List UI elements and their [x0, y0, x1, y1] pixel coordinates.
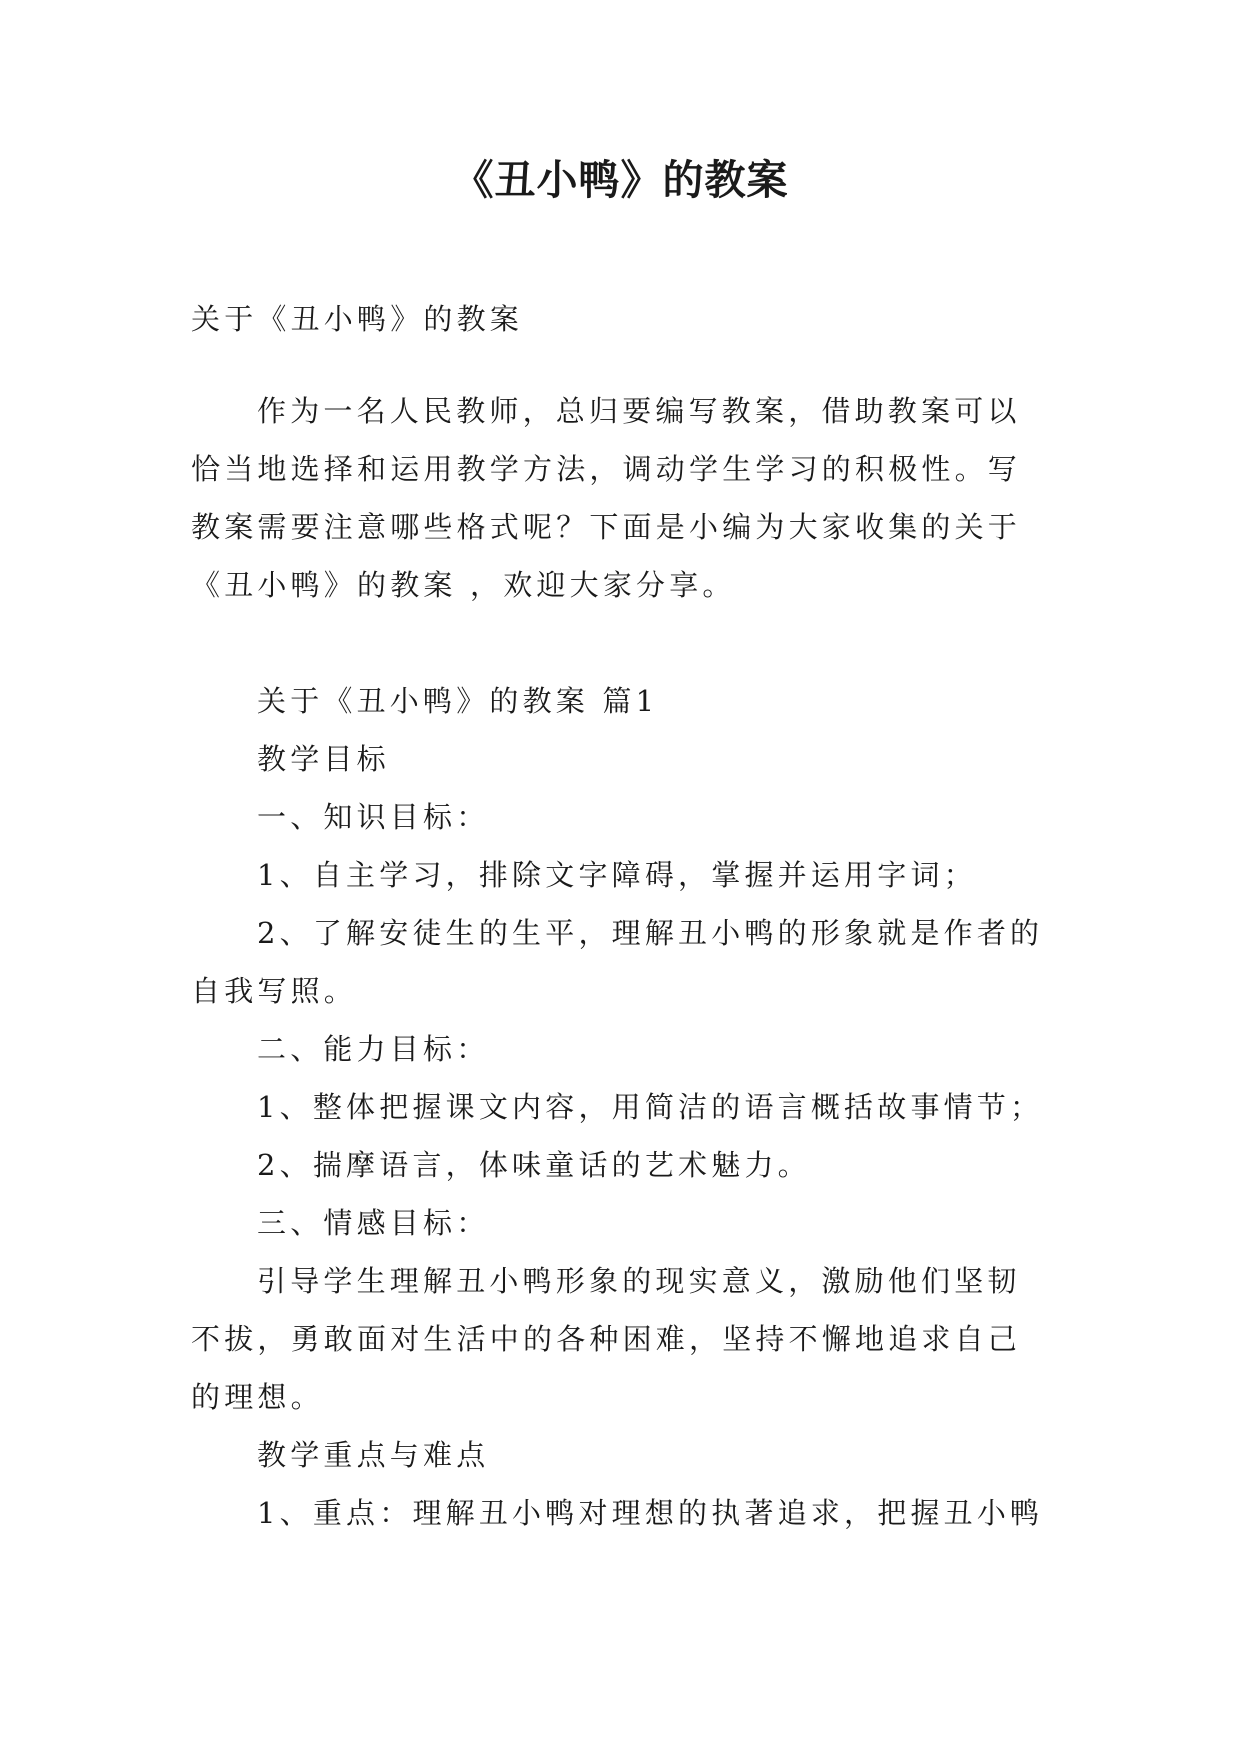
paragraph: 引导学生理解丑小鸭形象的现实意义，激励他们坚韧不拔，勇敢面对生活中的各种困难，坚持不懈地追求自己的理想。 [191, 1264, 1022, 1414]
paragraph: 一、知识目标： [257, 800, 490, 834]
paragraph: 2、了解安徒生的生平，理解丑小鸭的形象就是作者的自我写照。 [191, 916, 1044, 1008]
paragraph: 教学目标 [257, 742, 390, 776]
document-body [191, 290, 1051, 1542]
intro-paragraph: 作为一名人民教师，总归要编写教案，借助教案可以恰当地选择和运用教学方法，调动学生学习的积极性。写教案需要注意哪些格式呢？下面是小编为大家收集的关于《丑小鸭》的教案 ，欢迎大家分享。 [191, 394, 1022, 602]
paragraph: 1、整体把握课文内容，用简洁的语言概括故事情节； [257, 1090, 1044, 1124]
paragraph: 1、重点：理解丑小鸭对理想的执著追求，把握丑小鸭 [257, 1496, 1044, 1530]
paragraph: 教学重点与难点 [257, 1438, 490, 1472]
paragraph: 1、自主学习，排除文字障碍，掌握并运用字词； [257, 858, 977, 892]
section-heading: 关于《丑小鸭》的教案 篇1 [257, 684, 659, 718]
document-title: 《丑小鸭》的教案 [452, 156, 789, 204]
paragraph: 三、情感目标： [257, 1206, 490, 1240]
paragraph: 2、揣摩语言，体味童话的艺术魅力。 [257, 1148, 811, 1182]
document-subtitle: 关于《丑小鸭》的教案 [191, 302, 524, 336]
paragraph: 二、能力目标： [257, 1032, 490, 1066]
